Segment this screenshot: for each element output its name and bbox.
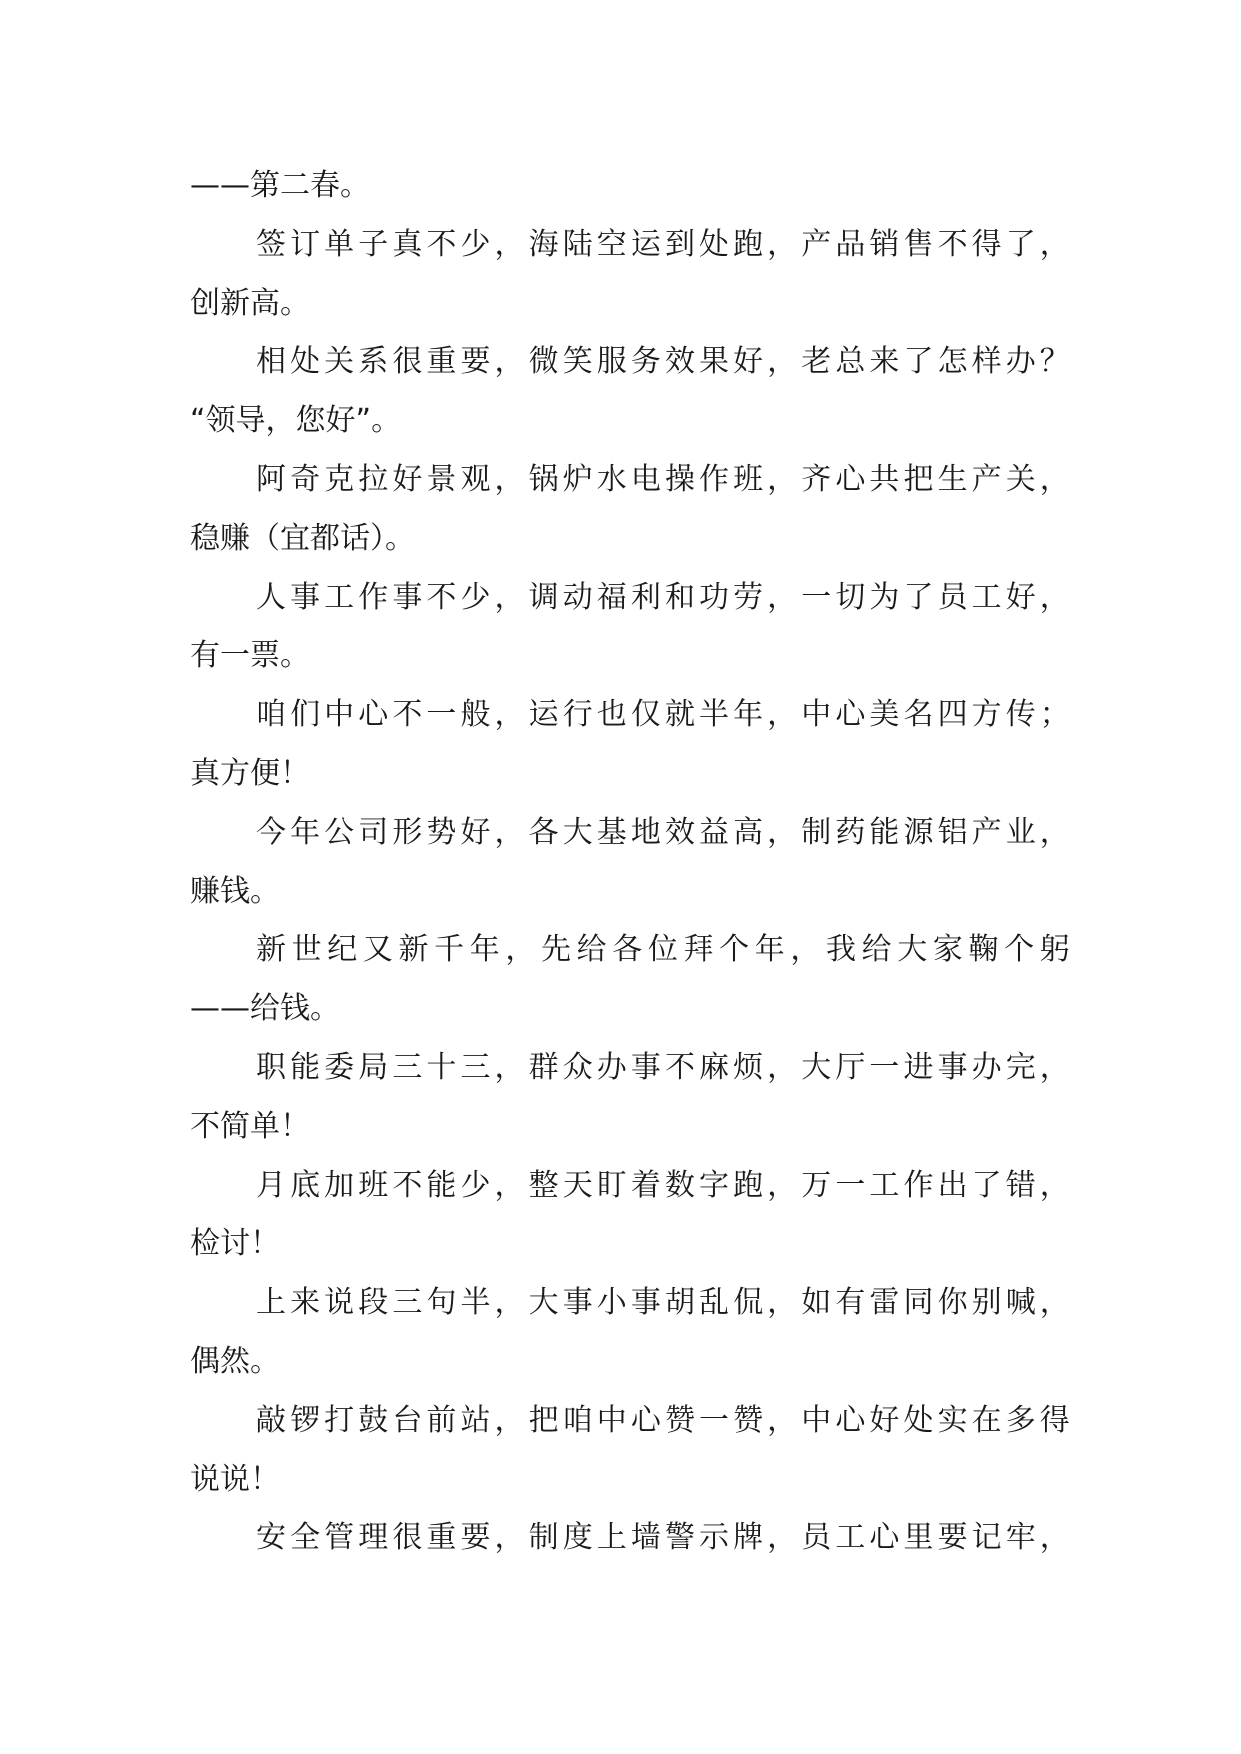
text-line: 上 来 说 段 三 句 半 ， 大 事 小 事 胡 乱 侃 ， 如 有 雷 同 你 别 喊 ， [256, 1285, 1070, 1321]
text-line: 不简单！ [190, 1108, 310, 1144]
text-line: 赚钱。 [190, 873, 280, 909]
text-line: ——第二春。 [190, 168, 370, 203]
text-line: 月 底 加 班 不 能 少 ， 整 天 盯 着 数 字 跑 ， 万 一 工 作 出 了 错 ， [256, 1167, 1070, 1203]
text-line: 今 年 公 司 形 势 好 ， 各 大 基 地 效 益 高 ， 制 药 能 源 铝 产 业 ， [256, 814, 1070, 850]
text-line: 安 全 管 理 很 重 要 ， 制 度 上 墙 警 示 牌 ， 员 工 心 里 要 记 牢 ， [256, 1520, 1070, 1556]
text-line: 创新高。 [190, 285, 310, 321]
text-line: 签 订 单 子 真 不 少 ， 海 陆 空 运 到 处 跑 ， 产 品 销 售 不 得 了 ， [256, 226, 1070, 262]
text-line: 相 处 关 系 很 重 要 ， 微 笑 服 务 效 果 好 ， 老 总 来 了 怎 样 办 ？ [256, 344, 1070, 380]
text-line: 阿 奇 克 拉 好 景 观 ， 锅 炉 水 电 操 作 班 ， 齐 心 共 把 生 产 关 ， [256, 461, 1070, 497]
text-line: 真方便！ [190, 755, 310, 791]
text-line: 咱 们 中 心 不 一 般 ， 运 行 也 仅 就 半 年 ， 中 心 美 名 四 方 传 ； [256, 697, 1070, 733]
text-line: 新 世 纪 又 新 千 年 ， 先 给 各 位 拜 个 年 ， 我 给 大 家 鞠 个 躬 [256, 932, 1070, 968]
text-line: 检讨！ [190, 1226, 280, 1262]
text-line: 有一票。 [190, 638, 310, 674]
text-line: “领导，您好”。 [190, 403, 402, 439]
text-line: 稳赚（宜都话）。 [190, 520, 415, 556]
text-line: 说说！ [190, 1461, 280, 1497]
text-line: 敲 锣 打 鼓 台 前 站 ， 把 咱 中 心 赞 一 赞 ， 中 心 好 处 实 在 多 得 [256, 1402, 1070, 1438]
text-line: 人 事 工 作 事 不 少 ， 调 动 福 利 和 功 劳 ， 一 切 为 了 员 工 好 ， [256, 579, 1070, 615]
text-line: ——给钱。 [190, 991, 340, 1027]
body-text [190, 157, 1070, 1568]
text-line: 职 能 委 局 三 十 三 ， 群 众 办 事 不 麻 烦 ， 大 厅 一 进 事 办 完 ， [256, 1049, 1070, 1085]
text-line: 偶然。 [190, 1343, 280, 1379]
